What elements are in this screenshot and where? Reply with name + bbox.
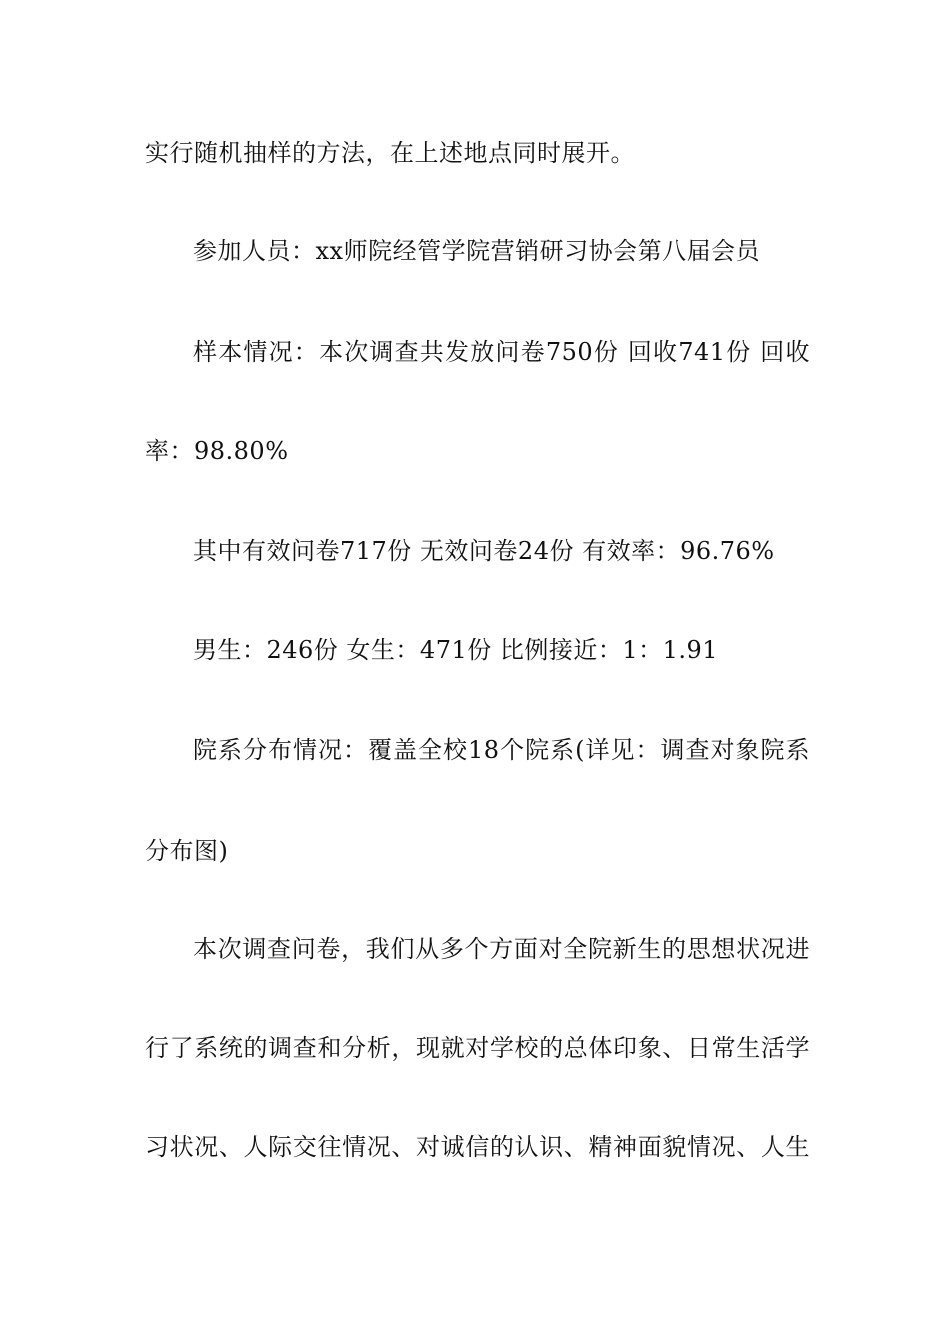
text-line-1: 实行随机抽样的方法，在上述地点同时展开。 (145, 139, 635, 167)
text-line-10: 行了系统的调查和分析，现就对学校的总体印象、日常生活学 (145, 1034, 810, 1062)
text-line-7: 院系分布情况：覆盖全校18个院系(详见：调查对象院系 (193, 736, 810, 764)
text-line-9: 本次调查问卷，我们从多个方面对全院新生的思想状况进 (193, 935, 810, 963)
text-line-4: 率：98.80% (145, 437, 289, 465)
text-line-5: 其中有效问卷717份 无效问卷24份 有效率：96.76% (193, 537, 775, 565)
text-line-8: 分布图) (145, 837, 229, 865)
text-line-6: 男生：246份 女生：471份 比例接近：1：1.91 (193, 636, 719, 664)
text-line-3: 样本情况：本次调查共发放问卷750份 回收741份 回收 (193, 338, 810, 366)
text-line-2: 参加人员：xx师院经管学院营销研习协会第八届会员 (193, 237, 761, 265)
text-line-11: 习状况、人际交往情况、对诚信的认识、精神面貌情况、人生 (145, 1133, 810, 1161)
